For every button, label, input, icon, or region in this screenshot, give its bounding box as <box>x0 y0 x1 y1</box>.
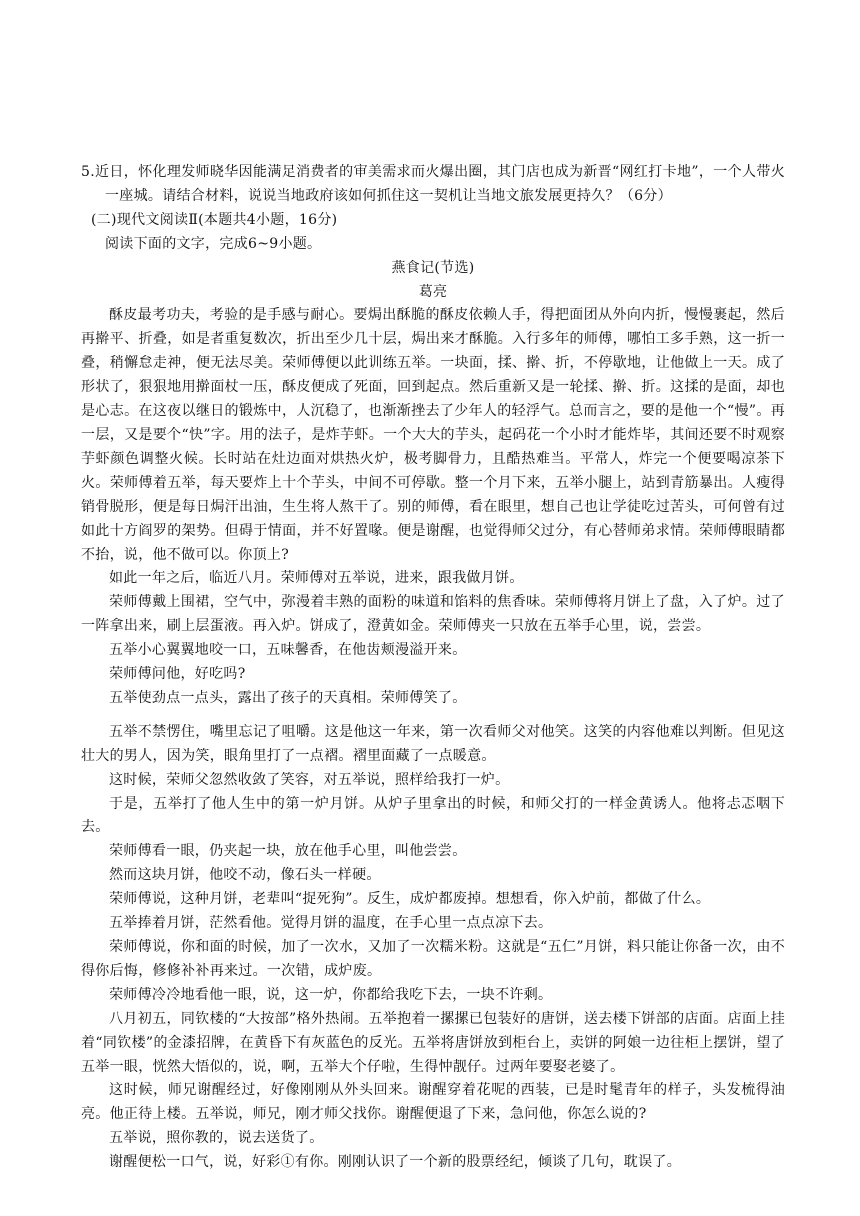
article-paragraph: 于是，五举打了他人生中的第一炉月饼。从炉子里拿出的时候，和师父打的一样金黄诱人。他将忐忑咽下去。 <box>81 795 785 836</box>
article-paragraph: 五举小心翼翼地咬一口，五味馨香，在他齿颊漫溢开来。 <box>109 642 467 659</box>
article-paragraph: 五举使劲点一点头，露出了孩子的天真相。荣师傅笑了。 <box>109 689 467 706</box>
article-paragraph: 八月初五，同钦楼的“大按部”格外热闹。五举抱着一摞摞已包装好的唐饼，送去楼下饼部的店面。店面上挂着“同钦楼”的金漆招牌，在黄昏下有灰蓝色的反光。五举将唐饼放到柜台上，卖饼的阿娘一边往柜上摆饼，望了五举一眼，恍然大悟似的，说，啊，五举大个仔啦，生得忡靓仔。过两年要娶老婆了。 <box>81 1010 785 1075</box>
article-paragraph: 五举捧着月饼，茫然看他。觉得月饼的温度，在手心里一点点凉下去。 <box>109 915 553 932</box>
article-paragraph: 荣师傅看一眼，仍夹起一块，放在他手心里，叫他尝尝。 <box>109 843 467 860</box>
article-author: 葛亮 <box>418 283 448 300</box>
article-paragraph: 酥皮最考功夫，考验的是手感与耐心。要焗出酥脆的酥皮依赖人手，得把面团从外向内折，慢慢裹起，然后再擀平、折叠，如是者重复数次，折出至少几十层，焗出来才酥脆。入行多年的师傅，哪怕工多手熟，这一折一叠，稍懈怠走神，便无法尽美。荣师傅便以此训练五举。一块面，揉、擀、折，不停歇地，让他做上一天。成了形状了，狠狠地用擀面杖一压，酥皮便成了死面，回到起点。然后重新又是一轮揉、擀、折。这揉的是面，却也是心志。在这夜以继日的锻炼中，人沉稳了，也渐渐挫去了少年人的轻浮气。总而言之，要的是他一个“慢”。再一层，又是要个“快”字。用的法子，是炸芋虾。一个大大的芋头，起码花一个小时才能炸毕，其间还要不时观察芋虾颜色调整火候。长时站在灶边面对烘热火炉，极考脚骨力，且酷热难当。平常人，炸完一个便要喝凉茶下火。荣师傅着五举，每天要炸上十个芋头，中间不可停歇。整一个月下来，五举小腿上，站到青筋暴出。人瘦得销骨脱形，便是每日焗汗出油，生生将人熬干了。别的师傅，看在眼里，想自己也让学徒吃过苦头，可何曾有过如此十方阎罗的架势。但碍于情面，并不好置喙。便是谢醒，也觉得师父过分，有心替师弟求情。荣师傅眼睛都不抬，说，他不做可以。你顶上? <box>81 307 785 563</box>
reading-instruction: 阅读下面的文字，完成6~9小题。 <box>105 235 322 252</box>
section-heading: (二)现代文阅读Ⅱ(本题共4小题，16分) <box>91 211 338 228</box>
question-5: 5.近日，怀化理发师晓华因能满足消费者的审美需求而火爆出圈，其门店也成为新晋“网红打卡地”，一个人带火一座城。请结合材料，说说当地政府该如何抓住这一契机让当地文旅发展更持久？（6分） <box>81 164 785 204</box>
article-paragraph: 荣师傅戴上围裙，空气中，弥漫着丰熟的面粉的味道和馅料的焦香味。荣师傅将月饼上了盘，入了炉。过了一阵拿出来，刷上层蛋液。再入炉。饼成了，澄黄如金。荣师傅夹一只放在五举手心里，说，尝尝。 <box>81 594 785 635</box>
article-paragraph: 谢醒便松一口气，说，好彩①有你。刚刚认识了一个新的股票经纪，倾谈了几句，耽误了。 <box>109 1154 681 1171</box>
article-title: 燕食记(节选) <box>391 259 475 276</box>
article-paragraph: 五举不禁愣住，嘴里忘记了咀嚼。这是他这一年来，第一次看师父对他笑。这笑的内容他难以判断。但见这壮大的男人，因为笑，眼角里打了一点褶。褶里面藏了一点暖意。 <box>81 723 785 764</box>
article-paragraph: 荣师傅冷冷地看他一眼，说，这一炉，你都给我吃下去，一块不许剩。 <box>109 986 553 1003</box>
article-paragraph: 五举说，照你教的，说去送货了。 <box>109 1130 324 1147</box>
page-content <box>81 161 785 1175</box>
article-paragraph: 荣师傅说，这种月饼，老辈叫“捉死狗”。反生，成炉都废掉。想想看，你入炉前，都做了什么。 <box>109 891 711 908</box>
article-paragraph: 然而这块月饼，他咬不动，像石头一样硬。 <box>109 867 381 884</box>
article-paragraph: 这时候，师兄谢醒经过，好像刚刚从外头回来。谢醒穿着花呢的西装，已是时髦青年的样子，头发梳得油亮。他正待上楼。五举说，师兄，刚才师父找你。谢醒便退了下来，急问他，你怎么说的? <box>81 1082 785 1123</box>
article-paragraph: 如此一年之后，临近八月。荣师傅对五举说，进来，跟我做月饼。 <box>109 570 524 587</box>
article-paragraph: 荣师傅说，你和面的时候，加了一次水，又加了一次糯米粉。这就是“五仁”月饼，料只能让你备一次，由不得你后悔，修修补补再来过。一次错，成炉废。 <box>81 939 785 979</box>
article-paragraph: 这时候，荣师父忽然收敛了笑容，对五举说，照样给我打一炉。 <box>109 771 510 788</box>
article-paragraph: 荣师傅问他，好吃吗? <box>109 666 246 683</box>
